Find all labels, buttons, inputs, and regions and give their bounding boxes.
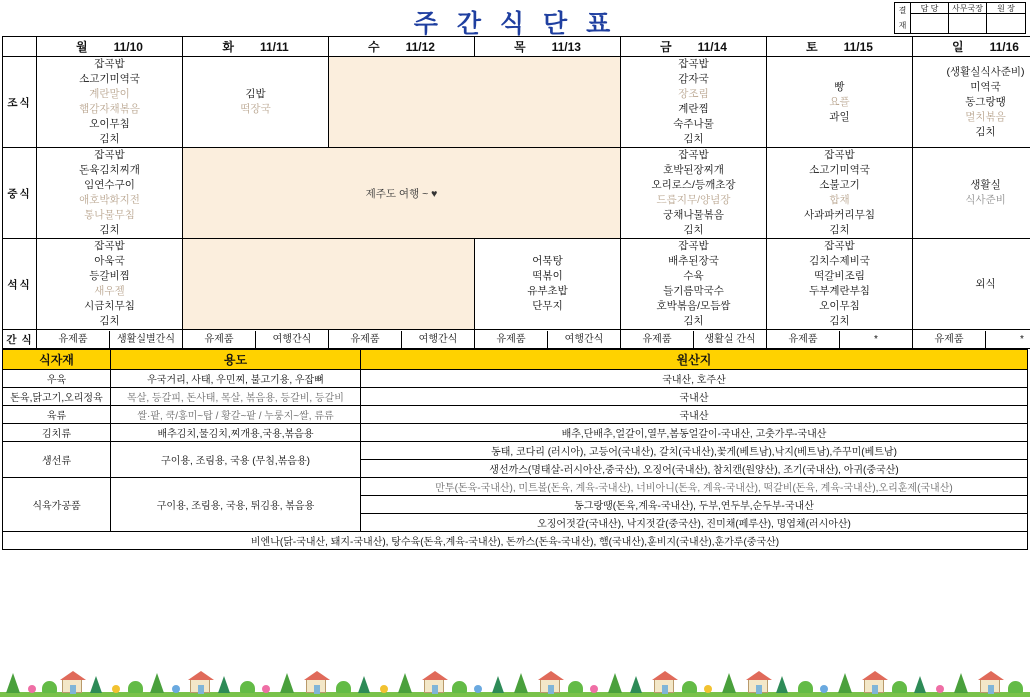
origin-material: 우육 (3, 370, 111, 388)
trip-note-breakfast (329, 57, 621, 148)
snack-item: 유제품 (183, 331, 256, 348)
menu-item: 잡곡밥 (94, 240, 125, 252)
day-name-thu: 목 (514, 40, 526, 54)
snack-cell-fri[interactable] (621, 330, 767, 349)
tree-icon (608, 673, 622, 693)
document-header (0, 0, 1030, 36)
tree-icon (398, 673, 412, 693)
meal-row-dinner (3, 239, 1030, 330)
house-icon (62, 679, 82, 693)
menu-item: 잡곡밥 (678, 240, 709, 252)
snack-item: 유제품 (475, 331, 548, 348)
origin-material: 식육가공품 (3, 478, 111, 532)
menu-item: 새우젤 (94, 285, 125, 297)
day-date-sun: 11/16 (989, 40, 1019, 54)
house-icon (540, 679, 560, 693)
approval-col-head-1: 담 당 (911, 3, 949, 13)
snack-cell-thu[interactable] (475, 330, 621, 349)
menu-item: (생활실식사준비) (946, 65, 1025, 78)
meal-label-lunch: 중식 (3, 148, 37, 239)
origin-origin: 국내산 (361, 388, 1028, 406)
menu-item: 생활실 (970, 179, 1001, 191)
flower-icon (704, 685, 712, 693)
menu-item: 햄감자채볶음 (79, 103, 140, 115)
bush-icon (568, 681, 583, 693)
snack-item: 유제품 (621, 331, 694, 348)
menu-item: 떡갈비조림 (814, 270, 865, 282)
snack-item: 유제품 (329, 331, 402, 348)
menu-item: 잡곡밥 (94, 149, 125, 161)
table-row (3, 478, 1028, 496)
bush-icon (42, 681, 57, 693)
menu-item: 잡곡밥 (678, 149, 709, 161)
origin-use: 배추김치,물김치,찌개용,국용,볶음용 (111, 424, 361, 442)
snack-item: 여행간식 (272, 333, 312, 345)
snack-item: * (874, 333, 878, 345)
snack-cell-sat[interactable] (767, 330, 913, 349)
menu-item: 호박된장찌개 (663, 164, 724, 176)
menu-item: 소고기미역국 (809, 164, 870, 176)
trip-note-text: 제주도 여행 ~ ♥ (365, 187, 438, 200)
menu-item: 장조림 (678, 88, 709, 100)
origin-origin: 생선까스(명태살-러시아산,중국산), 오징어(국내산), 참치캔(원양산), 조기(국내산), 아귀(중국산) (361, 460, 1028, 478)
approval-sign-3[interactable] (987, 14, 1025, 33)
tree-icon (6, 673, 20, 693)
house-icon (190, 679, 210, 693)
tree-icon (150, 673, 164, 693)
menu-item: 어묵탕 (532, 255, 563, 267)
snack-item: * (1020, 333, 1024, 345)
menu-item: 미역국 (970, 80, 1001, 93)
house-icon (864, 679, 884, 693)
table-row (3, 442, 1028, 460)
menu-item: 수육 (683, 270, 704, 282)
origin-use: 목살, 등갈피, 돈사태, 목살, 볶음용, 등갈비, 등갈비 (111, 388, 361, 406)
flower-icon (172, 685, 180, 693)
house-icon (748, 679, 768, 693)
origin-origin: 동그랑땡(돈육,계육-국내산), 두부,연두부,순두부-국내산 (361, 496, 1028, 514)
house-icon (424, 679, 444, 693)
menu-item: 잡곡밥 (824, 240, 855, 252)
bush-icon (798, 681, 813, 693)
menu-item: 김치 (683, 133, 704, 145)
menu-item: 오이무침 (89, 118, 130, 130)
menu-item: 궁채나물볶음 (663, 209, 724, 221)
meal-label-snack: 간 식 (3, 330, 37, 349)
menu-item: 통나물무침 (84, 209, 135, 221)
menu-cell-dinner-sun[interactable] (913, 239, 1030, 330)
origin-use: 쌀·팥, 쿡/홍미~탑 / 황갈~팥 / 누룽지~쌀, 류류 (111, 406, 361, 424)
menu-item: 김치 (829, 315, 850, 327)
menu-item: 김치 (975, 125, 996, 138)
tree-icon (914, 676, 926, 693)
menu-cell-breakfast-sat[interactable] (767, 57, 913, 148)
menu-item: 아욱국 (94, 255, 125, 267)
menu-item: 멸치볶음 (965, 110, 1006, 123)
tree-icon (630, 676, 642, 693)
table-row (3, 388, 1028, 406)
approval-label-1: 결 (898, 6, 907, 15)
menu-item: 식사준비 (965, 194, 1006, 206)
menu-item: 떡볶이 (532, 270, 563, 282)
meal-row-lunch (3, 148, 1030, 239)
menu-item: 임연수구이 (84, 179, 135, 191)
day-date-sat: 11/15 (843, 40, 873, 54)
menu-item: 오이무침 (819, 300, 860, 312)
snack-item: 여행간식 (564, 333, 604, 345)
origin-material: 돈육,닭고기,오리정육 (3, 388, 111, 406)
day-date-mon: 11/10 (113, 40, 143, 54)
menu-item: 요플 (829, 95, 850, 108)
menu-item: 드릅지무/양념장 (656, 194, 731, 206)
origin-origin-full: 비엔나(닭-국내산, 돼지-국내산), 탕수육(돈육,계육-국내산), 돈까스(돈육-국내산), 햄(국내산),훈비지(국내산),훈가루(중국산) (3, 532, 1028, 550)
menu-item: 김치 (683, 224, 704, 236)
approval-stamp-box (894, 2, 1026, 34)
menu-item: 오리로스/등깨초장 (651, 179, 736, 191)
menu-item: 소불고기 (819, 179, 860, 191)
menu-item: 김치 (99, 315, 120, 327)
bush-icon (892, 681, 907, 693)
bush-icon (682, 681, 697, 693)
menu-item: 외식 (975, 277, 996, 290)
day-name-mon: 월 (76, 40, 88, 54)
origin-origin: 오징어젓갈(국내산), 낙지젓갈(중국산), 진미채(페루산), 명엽채(러시아산) (361, 514, 1028, 532)
meal-row-breakfast (3, 57, 1030, 148)
menu-cell-lunch-fri[interactable] (621, 148, 767, 239)
flower-icon (28, 685, 36, 693)
page-title: 주 간 식 단 표 (413, 10, 617, 38)
flower-icon (590, 685, 598, 693)
tree-icon (776, 676, 788, 693)
menu-cell-breakfast-sun[interactable] (913, 57, 1030, 148)
menu-item: 잡곡밥 (94, 58, 125, 70)
origin-material: 생선류 (3, 442, 111, 478)
origin-header-use: 용도 (111, 350, 361, 370)
menu-cell-breakfast-tue[interactable] (183, 57, 329, 148)
menu-item: 배추된장국 (668, 255, 719, 267)
bush-icon (336, 681, 351, 693)
menu-cell-lunch-sun[interactable] (913, 148, 1030, 239)
tree-icon (722, 673, 736, 693)
origin-material: 김치류 (3, 424, 111, 442)
menu-item: 김밥 (245, 88, 266, 100)
meal-row-snack (3, 330, 1030, 349)
menu-item: 호박볶음/모듬쌈 (656, 300, 731, 312)
origin-header-row (3, 350, 1028, 370)
tree-icon (838, 673, 852, 693)
origin-use: 구이용, 조림용, 국용, 튀김용, 볶음용 (111, 478, 361, 532)
snack-item: 생활실 간식 (704, 333, 756, 345)
origin-header-material: 식자재 (3, 350, 111, 370)
menu-item: 유부초밥 (527, 285, 568, 297)
snack-cell-sun[interactable] (913, 330, 1030, 349)
snack-cell-mon[interactable] (37, 330, 183, 349)
origin-body (3, 370, 1028, 550)
bush-icon (1008, 681, 1023, 693)
day-date-fri: 11/14 (697, 40, 727, 54)
house-icon (654, 679, 674, 693)
trip-note-dinner (183, 239, 475, 330)
snack-item: 유제품 (767, 331, 840, 348)
origin-origin: 만투(돈육-국내산), 미트볼(돈육, 계육-국내산), 너비아니(돈육, 계육-국내산), 떡갈비(돈육, 계육-국내산),오리훈제(국내산) (361, 478, 1028, 496)
approval-label-2: 재 (898, 21, 907, 30)
meal-label-dinner: 석식 (3, 239, 37, 330)
origin-origin: 배추,단배추,얼갈이,열무,봄동얼갈이-국내산, 고춧가루-국내산 (361, 424, 1028, 442)
menu-item: 과일 (829, 110, 850, 123)
table-row (3, 532, 1028, 550)
menu-item: 소고기미역국 (79, 73, 140, 85)
bush-icon (128, 681, 143, 693)
menu-item: 김치 (683, 315, 704, 327)
menu-item: 계란말이 (89, 88, 130, 100)
menu-item: 김치 (829, 224, 850, 236)
tree-icon (954, 673, 968, 693)
approval-col-head-2: 사무국장 (949, 3, 987, 13)
menu-item: 시금치무침 (84, 300, 135, 312)
tree-icon (90, 676, 102, 693)
meal-label-breakfast: 조식 (3, 57, 37, 148)
approval-col-head-3: 원 장 (997, 4, 1015, 13)
day-name-wed: 수 (368, 40, 380, 54)
menu-item: 단무지 (532, 300, 563, 312)
bush-icon (240, 681, 255, 693)
day-name-tue: 화 (222, 40, 234, 54)
menu-item: 김치 (99, 224, 120, 236)
decorative-footer-border (0, 665, 1030, 697)
menu-cell-dinner-thu[interactable] (475, 239, 621, 330)
house-icon (980, 679, 1000, 693)
menu-item: 빵 (834, 80, 845, 93)
origin-header-origin: 원산지 (361, 350, 1028, 370)
menu-item: 들기름막국수 (663, 285, 724, 297)
trip-note-main (183, 148, 621, 239)
menu-item: 잡곡밥 (678, 58, 709, 70)
origin-origin: 국내산, 호주산 (361, 370, 1028, 388)
approval-sign-2[interactable] (949, 14, 987, 33)
flower-icon (474, 685, 482, 693)
menu-cell-dinner-fri[interactable] (621, 239, 767, 330)
menu-cell-breakfast-mon[interactable] (37, 57, 183, 148)
tree-icon (358, 676, 370, 693)
snack-cell-tue[interactable] (183, 330, 329, 349)
menu-item: 돈육김치찌개 (79, 164, 140, 176)
tree-icon (280, 673, 294, 693)
menu-cell-dinner-sat[interactable] (767, 239, 913, 330)
menu-cell-breakfast-fri[interactable] (621, 57, 767, 148)
day-date-tue: 11/11 (259, 40, 289, 54)
menu-item: 동그랑땡 (965, 95, 1006, 108)
table-row (3, 406, 1028, 424)
menu-item: 김치 (99, 133, 120, 145)
snack-item: 생활실별간식 (117, 333, 175, 345)
menu-item: 사과파커리무침 (803, 209, 875, 221)
day-date-wed: 11/12 (405, 40, 435, 54)
menu-cell-lunch-sat[interactable] (767, 148, 913, 239)
origin-origin: 동태, 코다리 (러시아), 고등어(국내산), 갈치(국내산),꽃게(베트남),낙지(베트남),주꾸미(베트남) (361, 442, 1028, 460)
flower-icon (820, 685, 828, 693)
day-name-sat: 토 (806, 40, 818, 54)
snack-item: 유제품 (37, 331, 110, 348)
day-name-sun: 일 (952, 40, 964, 54)
origin-table (2, 349, 1028, 550)
menu-item: 잡곡밥 (824, 149, 855, 161)
flower-icon (936, 685, 944, 693)
flower-icon (112, 685, 120, 693)
table-row (3, 424, 1028, 442)
day-date-thu: 11/13 (551, 40, 581, 54)
approval-vertical-label (895, 3, 911, 33)
tree-icon (514, 673, 528, 693)
day-name-fri: 금 (660, 40, 672, 54)
snack-item: 유제품 (913, 331, 986, 348)
snack-item: 여행간식 (418, 333, 458, 345)
menu-item: 계란찜 (678, 103, 709, 115)
menu-item: 김치수제비국 (809, 255, 870, 267)
approval-sign-1[interactable] (911, 14, 949, 33)
snack-cell-wed[interactable] (329, 330, 475, 349)
origin-origin: 국내산 (361, 406, 1028, 424)
table-row (3, 370, 1028, 388)
house-icon (306, 679, 326, 693)
tree-icon (218, 676, 230, 693)
menu-cell-dinner-mon[interactable] (37, 239, 183, 330)
flower-icon (380, 685, 388, 693)
origin-use: 구이용, 조림용, 국용 (무침,볶음용) (111, 442, 361, 478)
origin-material: 육류 (3, 406, 111, 424)
menu-item: 감자국 (678, 73, 709, 85)
menu-item: 합채 (829, 194, 850, 206)
menu-item: 떡장국 (240, 103, 271, 115)
menu-item: 등갈비찜 (89, 270, 130, 282)
weekly-menu-table (2, 36, 1030, 349)
menu-item: 애호박화지전 (79, 194, 140, 206)
menu-cell-lunch-mon[interactable] (37, 148, 183, 239)
tree-icon (492, 676, 504, 693)
bush-icon (452, 681, 467, 693)
origin-use: 우국거리, 사태, 우민찌, 불고기용, 우잡뼈 (111, 370, 361, 388)
flower-icon (262, 685, 270, 693)
menu-item: 숙주나물 (673, 118, 714, 130)
menu-item: 두부계란부침 (809, 285, 870, 297)
